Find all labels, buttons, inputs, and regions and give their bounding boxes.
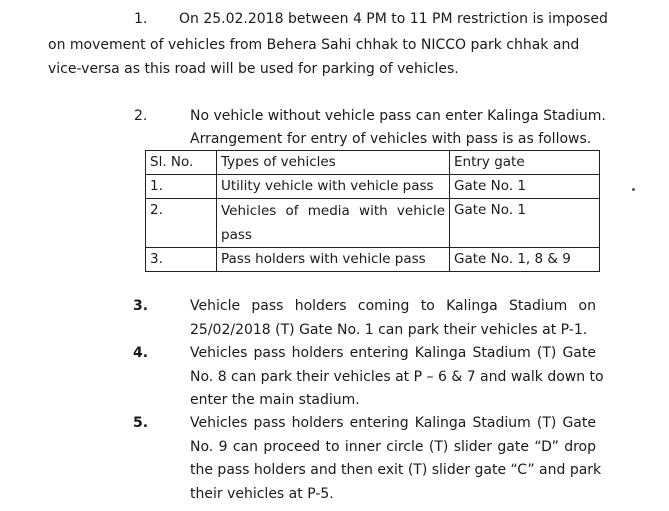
item-4-line-2: No. 8 can park their vehicles at P – 6 & 7 and walk down to <box>190 369 604 385</box>
item-2-line-2: Arrangement for entry of vehicles with pass is as follows. <box>190 131 592 147</box>
table-cell: 1. <box>146 175 217 199</box>
item-1-line-1: On 25.02.2018 between 4 PM to 11 PM restriction is imposed <box>179 11 608 27</box>
item-3-line-1: Vehicle pass holders coming to Kalinga Stadium on <box>190 298 596 314</box>
vehicle-entry-table <box>145 150 600 272</box>
table-row <box>146 199 600 248</box>
item-3-line-2: 25/02/2018 (T) Gate No. 1 can park their vehicles at P-1. <box>190 322 588 338</box>
table-header-cell: Entry gate <box>450 151 600 175</box>
table-header-row <box>146 151 600 175</box>
table-cell: Utility vehicle with vehicle pass <box>217 175 450 199</box>
item-5-line-2: No. 9 can proceed to inner circle (T) slider gate “D” drop <box>190 439 596 455</box>
item-5-line-3: the pass holders and then exit (T) slider gate “C” and park <box>190 462 602 478</box>
table-cell: Pass holders with vehicle pass <box>217 248 450 272</box>
item-4-number: 4. <box>133 345 149 361</box>
table-row <box>146 175 600 199</box>
item-4-line-3: enter the main stadium. <box>190 392 360 408</box>
table-cell: 3. <box>146 248 217 272</box>
item-5-line-1: Vehicles pass holders entering Kalinga Stadium (T) Gate <box>190 415 596 431</box>
table-cell: Vehicles of media with vehicle pass <box>217 199 450 248</box>
table-row <box>146 248 600 272</box>
table-header-cell: Sl. No. <box>146 151 217 175</box>
item-1-line-2: on movement of vehicles from Behera Sahi chhak to NICCO park chhak and <box>48 37 580 53</box>
item-2-line-1: No vehicle without vehicle pass can enter Kalinga Stadium. <box>190 108 606 124</box>
table-header-cell: Types of vehicles <box>217 151 450 175</box>
item-1-line-3: vice-versa as this road will be used for parking of vehicles. <box>48 61 459 77</box>
item-5-number: 5. <box>133 415 149 431</box>
scan-speck <box>632 188 635 191</box>
item-2-number: 2. <box>134 108 148 124</box>
table-cell: Gate No. 1 <box>450 199 600 248</box>
table-cell: 2. <box>146 199 217 248</box>
table-cell: Gate No. 1 <box>450 175 600 199</box>
item-5-line-4: their vehicles at P-5. <box>190 486 334 502</box>
item-3-number: 3. <box>133 298 149 314</box>
table-cell: Gate No. 1, 8 & 9 <box>450 248 600 272</box>
item-1-number: 1. <box>134 11 148 27</box>
item-4-line-1: Vehicles pass holders entering Kalinga Stadium (T) Gate <box>190 345 596 361</box>
